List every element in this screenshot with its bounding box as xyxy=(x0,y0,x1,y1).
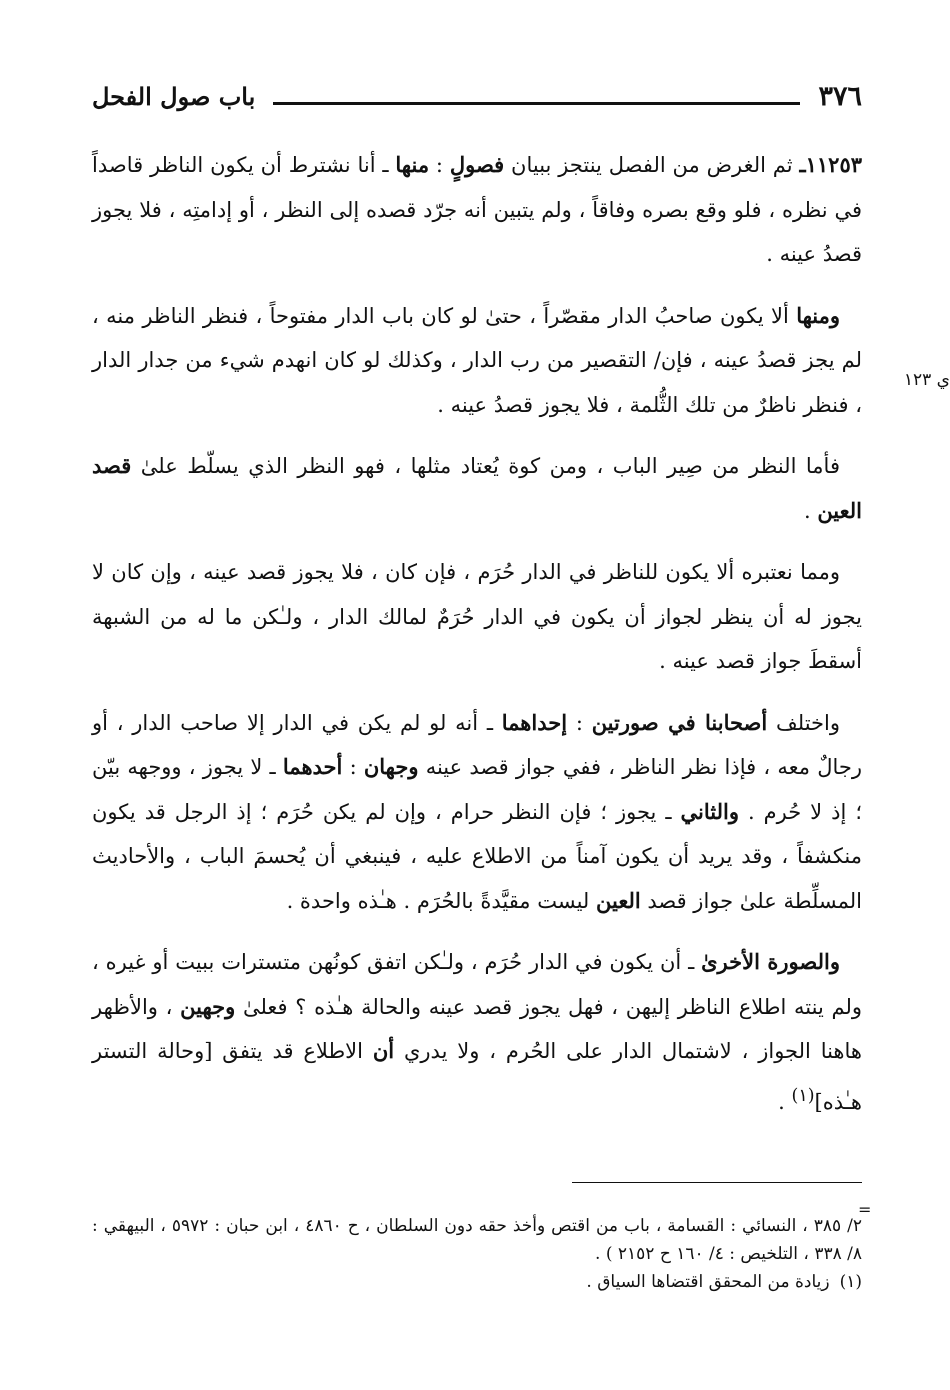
chapter-title: باب صول الفحل xyxy=(92,81,256,111)
footnotes xyxy=(92,1212,862,1296)
paragraph-2: ومنها ألا يكون صاحبُ الدار مقصّراً ، حتىٰ لو كان باب الدار مفتوحاً ، فنظر الناظر منه ، لم يجز قصدُ عينه ، فإن/ التقصير من رب الدار ، وكذلك لو كان انهدم شيء من جدار الدار ، فنظر ناظرٌ من تلك الثُّلمة ، فلا يجوز قصدُ عينه . xyxy=(92,302,862,417)
footnote-text: زيادة من المحقق اقتضاها السياق . xyxy=(586,1272,830,1292)
margin-folio-note: ي ١٢٣ xyxy=(903,370,950,390)
main-text xyxy=(92,143,862,1141)
footnote-continuation-mark: = xyxy=(858,1200,872,1219)
paragraph-3: فأما النظر من صِير الباب ، ومن كوة يُعتاد مثلها ، فهو النظر الذي يسلّط علىٰ قصد العين . xyxy=(92,453,862,523)
page-number: ٣٧٦ xyxy=(818,80,862,112)
footnote-reference: (١) xyxy=(791,1085,815,1106)
paragraph-5: واختلف أصحابنا في صورتين : إحداهما ـ أنه لو لم يكن في الدار إلا صاحب الدار ، أو رجالٌ معه ، فإذا نظر الناظر ، ففي جواز قصد عينه وجهان : أحدهما ـ لا يجوز ، ووجهه بيّن ؛ إذ لا حُرم . والثاني ـ يجوز ؛ فإن النظر حرام ، وإن لم يكن حُرَم ؛ إذ الرجل قد يكون منكشفاً ، وقد يريد أن يكون آمناً من الاطلاع عليه ، فينبغي أن يُحسمَ الباب ، والأحاديث المسلِّطة علىٰ جواز قصد العين ليست مقيَّدةً بالحُرَم . هـٰذه واحدة . xyxy=(92,709,862,913)
paragraph-4: ومما نعتبره ألا يكون للناظر في الدار حُرَم ، فإن كان ، فلا يجوز قصد عينه ، وإن كان لا يجوز له أن ينظر لجواز أن يكون في الدار حُرَمٌ لمالك الدار ، ولـٰكن ما له من الشبهة أسقطَ جواز قصد عينه . xyxy=(92,560,862,673)
footnote-1 xyxy=(92,1268,862,1296)
footnote-separator xyxy=(572,1182,862,1183)
footnote-continued: ٢/ ٣٨٥ ، النسائي : القسامة ، باب من اقتص وأخذ حقه دون السلطان ، ح ٤٨٦٠ ، ابن حبان : ٥٩٧٢ ، البيهقي : ٨/ ٣٣٨ ، التلخيص : ٤/ ١٦٠ ح ٢١٥٢ ) . xyxy=(92,1216,862,1264)
footnote-number: (١) xyxy=(839,1272,862,1292)
issue-number: ١١٢٥٣ـ xyxy=(799,152,863,177)
paragraph-6: والصورة الأخرىٰ ـ أن يكون في الدار حُرَم ، ولـٰكن اتفق كونُهن متسترات ببيت أو غيره ، ولم ينته اطلاع الناظر إليهن ، فهل يجوز قصد عينه والحالة هـٰذه ؟ فعلىٰ وجهين ، والأظهر هاهنا الجواز ، لاشتمال الدار على الحُرم ، ولا يدري أن الاطلاع قد يتفق [وحالة التستر هـٰذه]$^{(١)}$ . xyxy=(92,949,862,1114)
header-rule xyxy=(273,102,800,105)
paragraph-1: ١١٢٥٣ـ ثم الغرض من الفصل ينتجز ببيان فصولٍ : منها ـ أنا نشترط أن يكون الناظر قاصداً في نظره ، فلو وقع بصره وفاقاً ، ولم يتبين أنه جرّد قصده إلى النظر ، أو إدامتِه ، فلا يجوز قصدُ عينه . xyxy=(92,152,863,266)
page-header xyxy=(92,78,862,114)
